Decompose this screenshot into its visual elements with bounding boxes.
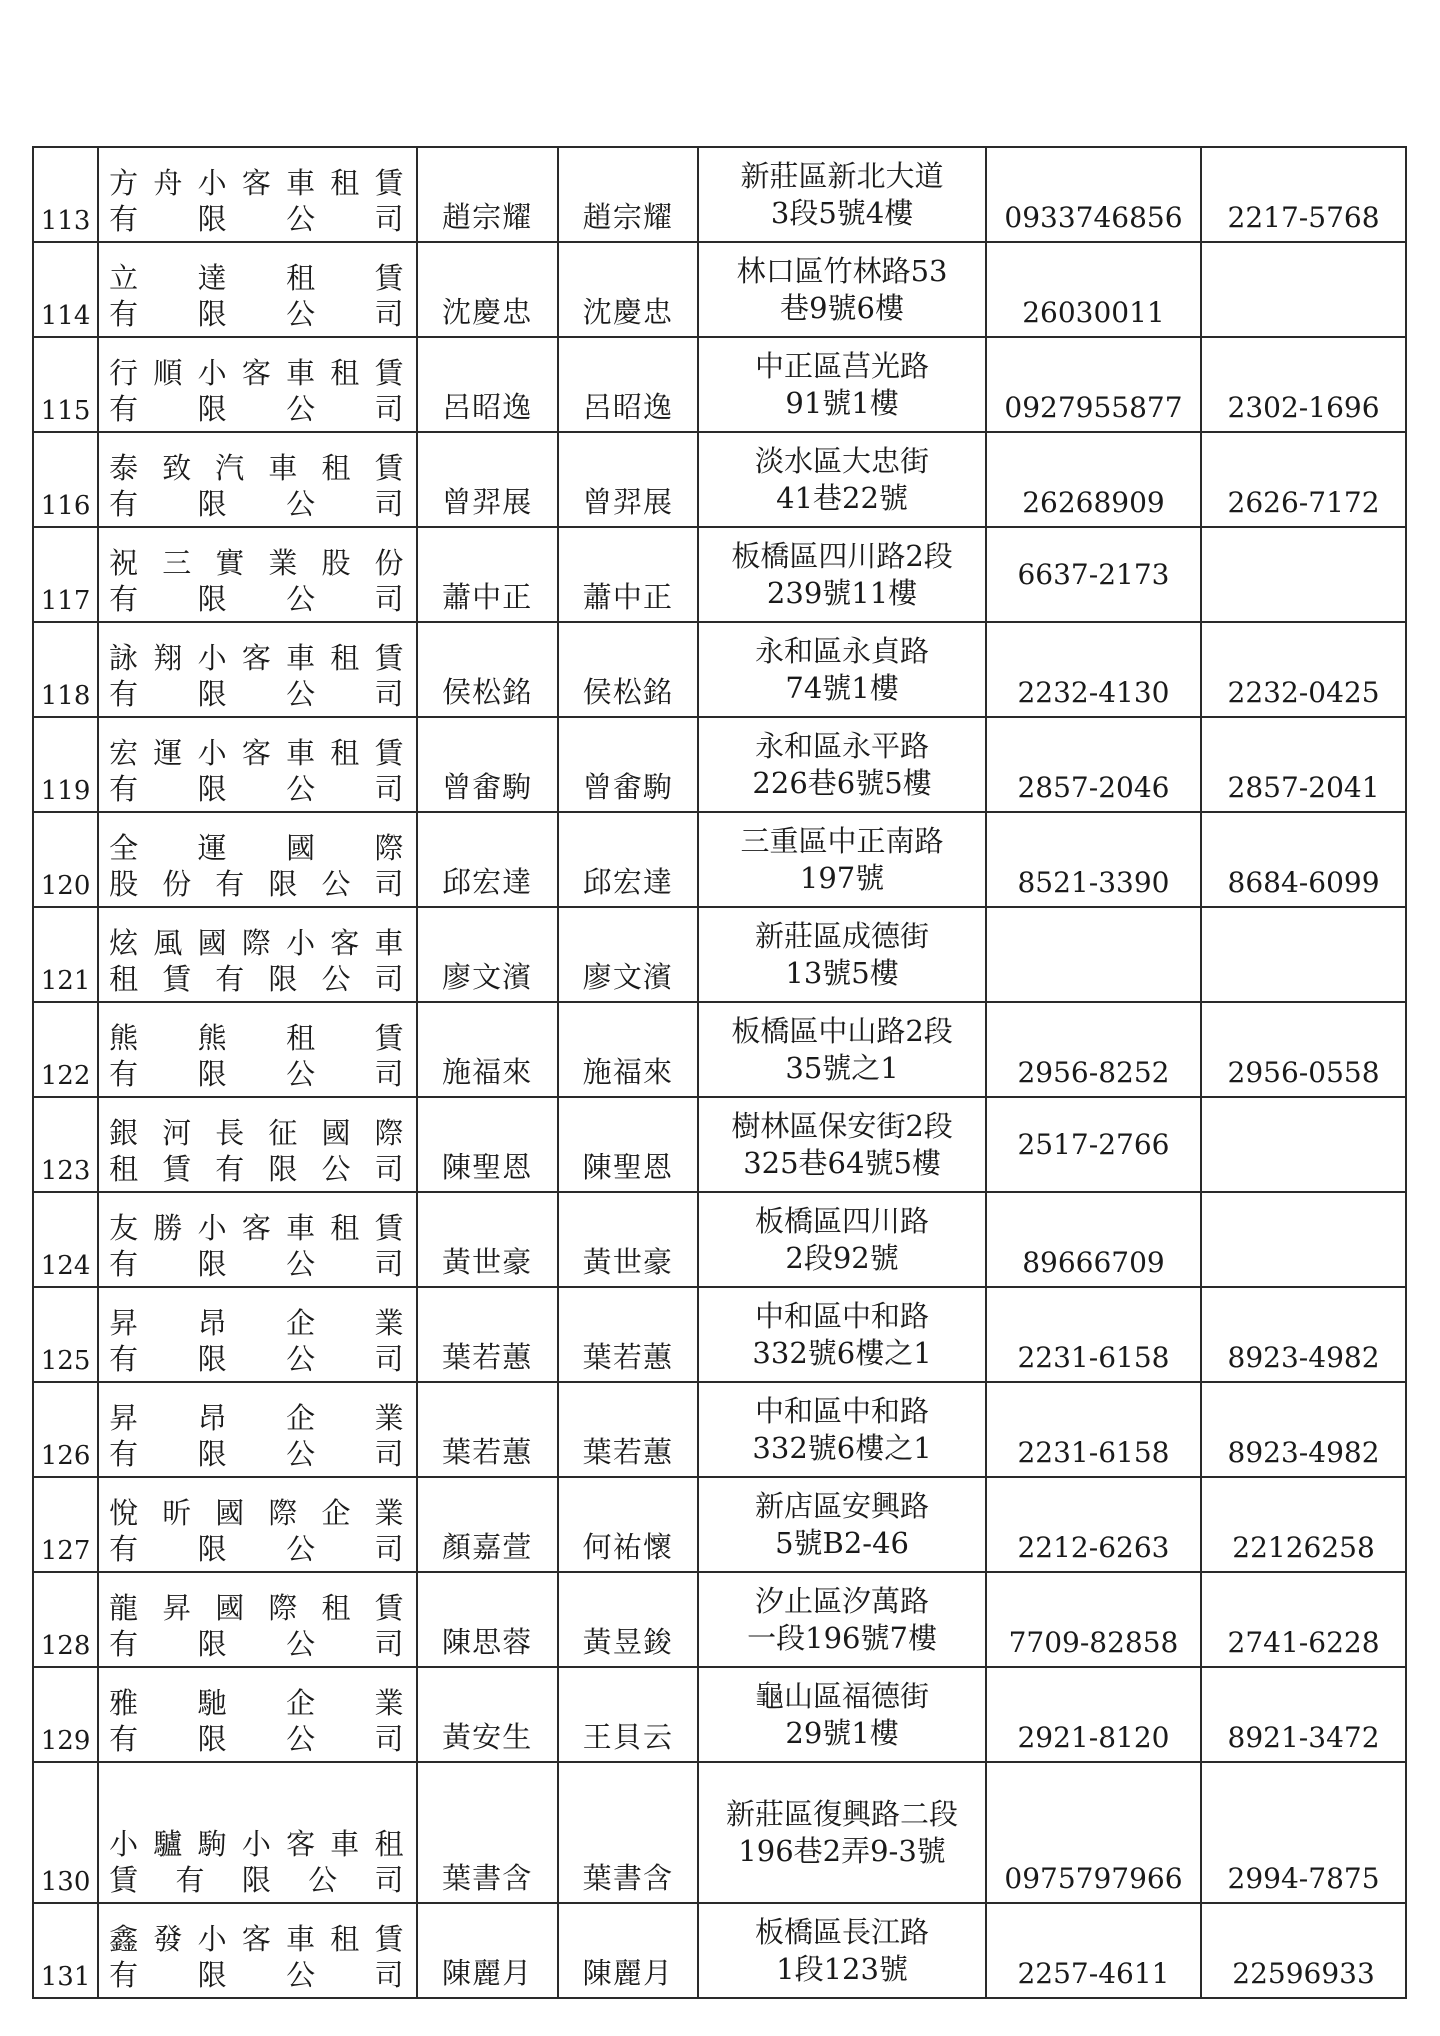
company-name-cell [98,717,417,812]
company-name-cell [98,812,417,907]
manager-name: 曾畬駒 [558,717,699,812]
phone-primary: 2956-8252 [986,1002,1201,1097]
manager-name: 王貝云 [558,1667,699,1762]
owner-name: 曾羿展 [417,432,558,527]
company-name-line: 熊熊租賃 [109,1020,406,1055]
address-cell [698,622,986,717]
table-row [33,1667,1406,1762]
row-number: 116 [33,432,98,527]
owner-name: 曾畬駒 [417,717,558,812]
company-name-line: 有限公司 [109,1056,406,1091]
row-number: 114 [33,242,98,337]
owner-name: 葉若蕙 [417,1382,558,1477]
phone-primary: 0927955877 [986,337,1201,432]
address-line: 新莊區新北大道 [740,159,944,194]
company-name-cell [98,432,417,527]
phone-secondary: 22596933 [1201,1903,1406,1998]
company-name-line: 有限公司 [109,201,406,236]
address-line: 中和區中和路 [755,1394,930,1429]
rental-company-table [32,146,1407,1999]
address-line: 2段92號 [785,1240,899,1275]
manager-name: 蕭中正 [558,527,699,622]
table-row [33,1477,1406,1572]
company-name-cell [98,622,417,717]
phone-primary: 89666709 [986,1192,1201,1287]
company-name-line: 詠翔小客車租賃 [109,640,406,675]
company-name-cell [98,147,417,242]
address-cell [698,717,986,812]
company-name-line: 鑫發小客車租賃 [109,1921,406,1956]
manager-name: 侯松銘 [558,622,699,717]
address-cell [698,147,986,242]
row-number: 115 [33,337,98,432]
company-name-cell [98,907,417,1002]
manager-name: 葉若蕙 [558,1382,699,1477]
table-row [33,622,1406,717]
company-name-cell [98,1903,417,1998]
row-number: 128 [33,1572,98,1667]
company-name-cell [98,1287,417,1382]
address-line: 永和區永平路 [755,729,930,764]
phone-primary: 6637-2173 [986,527,1201,622]
address-line: 74號1樓 [785,670,899,705]
phone-primary: 8521-3390 [986,812,1201,907]
company-name-line: 悅昕國際企業 [109,1495,406,1530]
row-number: 125 [33,1287,98,1382]
table-row [33,907,1406,1002]
owner-name: 蕭中正 [417,527,558,622]
company-name-line: 立達租賃 [109,260,406,295]
address-line: 239號11樓 [766,575,918,610]
address-cell [698,1903,986,1998]
owner-name: 沈慶忠 [417,242,558,337]
address-line: 三重區中正南路 [740,824,944,859]
company-name-line: 龍昇國際租賃 [109,1590,406,1625]
row-number: 126 [33,1382,98,1477]
company-name-line: 宏運小客車租賃 [109,735,406,770]
phone-secondary: 8684-6099 [1201,812,1406,907]
address-line: 板橋區中山路2段 [731,1014,953,1049]
company-name-line: 全運國際 [109,830,406,865]
table-row [33,1002,1406,1097]
row-number: 118 [33,622,98,717]
address-line: 林口區竹林路53 [736,254,948,289]
table-row [33,1382,1406,1477]
row-number: 120 [33,812,98,907]
table-row [33,527,1406,622]
owner-name: 陳麗月 [417,1903,558,1998]
phone-secondary: 2994-7875 [1201,1762,1406,1903]
address-line: 汐止區汐萬路 [755,1584,930,1619]
owner-name: 侯松銘 [417,622,558,717]
manager-name: 呂昭逸 [558,337,699,432]
owner-name: 陳聖恩 [417,1097,558,1192]
address-line: 板橋區長江路 [755,1915,930,1950]
row-number: 122 [33,1002,98,1097]
company-name-cell [98,1572,417,1667]
phone-secondary: 2302-1696 [1201,337,1406,432]
manager-name: 廖文濱 [558,907,699,1002]
row-number: 121 [33,907,98,1002]
table-row [33,1903,1406,1998]
address-cell [698,812,986,907]
phone-primary: 2232-4130 [986,622,1201,717]
owner-name: 廖文濱 [417,907,558,1002]
company-name-line: 炫風國際小客車 [109,925,406,960]
company-name-line: 賃有限公司 [109,1862,406,1897]
phone-primary: 0975797966 [986,1762,1201,1903]
address-line: 永和區永貞路 [755,634,930,669]
address-line: 332號6樓之1 [752,1430,932,1465]
address-line: 中正區莒光路 [755,349,930,384]
address-cell [698,1097,986,1192]
address-cell [698,1002,986,1097]
company-name-line: 有限公司 [109,1721,406,1756]
company-name-line: 有限公司 [109,581,406,616]
manager-name: 葉若蕙 [558,1287,699,1382]
phone-primary: 2257-4611 [986,1903,1201,1998]
owner-name: 顏嘉萱 [417,1477,558,1572]
address-line: 226巷6號5樓 [752,765,932,800]
company-name-line: 有限公司 [109,1246,406,1281]
manager-name: 黃昱鋑 [558,1572,699,1667]
address-line: 一段196號7樓 [747,1620,937,1655]
phone-primary: 2212-6263 [986,1477,1201,1572]
company-name-line: 行順小客車租賃 [109,355,406,390]
company-name-cell [98,527,417,622]
manager-name: 曾羿展 [558,432,699,527]
manager-name: 施福來 [558,1002,699,1097]
company-name-line: 有限公司 [109,771,406,806]
manager-name: 陳聖恩 [558,1097,699,1192]
manager-name: 沈慶忠 [558,242,699,337]
phone-primary: 2231-6158 [986,1382,1201,1477]
address-line: 中和區中和路 [755,1299,930,1334]
address-line: 332號6樓之1 [752,1335,932,1370]
phone-secondary: 2217-5768 [1201,147,1406,242]
address-line: 3段5號4樓 [770,195,914,230]
phone-secondary: 22126258 [1201,1477,1406,1572]
table-row [33,1097,1406,1192]
company-name-cell [98,337,417,432]
owner-name: 呂昭逸 [417,337,558,432]
owner-name: 黃安生 [417,1667,558,1762]
company-name-cell [98,242,417,337]
company-name-line: 友勝小客車租賃 [109,1210,406,1245]
table-row [33,717,1406,812]
registry-sheet [32,146,1407,1999]
company-name-line: 租賃有限公司 [109,1151,406,1186]
address-cell [698,1762,986,1903]
company-name-line: 有限公司 [109,1531,406,1566]
phone-secondary: 2857-2041 [1201,717,1406,812]
manager-name: 邱宏達 [558,812,699,907]
table-body [33,147,1406,1998]
company-name-line: 有限公司 [109,1626,406,1661]
row-number: 129 [33,1667,98,1762]
company-name-cell [98,1762,417,1903]
table-row [33,1762,1406,1903]
address-cell [698,1192,986,1287]
address-line: 29號1樓 [785,1715,899,1750]
company-name-line: 有限公司 [109,676,406,711]
phone-secondary [1201,907,1406,1002]
phone-secondary: 2956-0558 [1201,1002,1406,1097]
company-name-cell [98,1002,417,1097]
address-line: 197號 [799,860,885,895]
address-cell [698,1572,986,1667]
row-number: 124 [33,1192,98,1287]
phone-primary: 26030011 [986,242,1201,337]
phone-secondary: 8921-3472 [1201,1667,1406,1762]
table-row [33,147,1406,242]
phone-primary: 26268909 [986,432,1201,527]
row-number: 131 [33,1903,98,1998]
row-number: 119 [33,717,98,812]
phone-primary: 2921-8120 [986,1667,1201,1762]
company-name-line: 有限公司 [109,1436,406,1471]
address-line: 新莊區成德街 [755,919,930,954]
phone-primary: 0933746856 [986,147,1201,242]
owner-name: 黃世豪 [417,1192,558,1287]
address-cell [698,527,986,622]
address-cell [698,337,986,432]
address-line: 龜山區福德街 [755,1679,930,1714]
company-name-line: 有限公司 [109,391,406,426]
address-line: 13號5樓 [785,955,899,990]
manager-name: 黃世豪 [558,1192,699,1287]
owner-name: 施福來 [417,1002,558,1097]
address-line: 5號B2-46 [775,1525,910,1560]
phone-primary: 2517-2766 [986,1097,1201,1192]
address-line: 196巷2弄9-3號 [738,1833,946,1868]
address-cell [698,907,986,1002]
company-name-cell [98,1192,417,1287]
owner-name: 邱宏達 [417,812,558,907]
phone-secondary [1201,1097,1406,1192]
manager-name: 陳麗月 [558,1903,699,1998]
phone-primary [986,907,1201,1002]
address-line: 新莊區復興路二段 [726,1797,959,1832]
address-line: 325巷64號5樓 [743,1145,941,1180]
table-row [33,1192,1406,1287]
phone-secondary: 2232-0425 [1201,622,1406,717]
address-line: 板橋區四川路 [755,1204,930,1239]
company-name-line: 有限公司 [109,486,406,521]
phone-secondary: 8923-4982 [1201,1382,1406,1477]
company-name-cell [98,1477,417,1572]
row-number: 127 [33,1477,98,1572]
company-name-cell [98,1097,417,1192]
company-name-line: 有限公司 [109,1957,406,1992]
address-line: 樹林區保安街2段 [731,1109,953,1144]
company-name-line: 股份有限公司 [109,866,406,901]
address-line: 41巷22號 [776,480,908,515]
company-name-line: 有限公司 [109,1341,406,1376]
row-number: 117 [33,527,98,622]
owner-name: 陳思蓉 [417,1572,558,1667]
company-name-line: 小驢駒小客車租 [109,1826,406,1861]
manager-name: 趙宗耀 [558,147,699,242]
company-name-line: 方舟小客車租賃 [109,165,406,200]
company-name-line: 祝三實業股份 [109,545,406,580]
phone-secondary: 8923-4982 [1201,1287,1406,1382]
company-name-cell [98,1667,417,1762]
address-cell [698,242,986,337]
address-line: 1段123號 [776,1951,908,1986]
address-line: 35號之1 [785,1050,899,1085]
address-line: 91號1樓 [785,385,899,420]
manager-name: 葉書含 [558,1762,699,1903]
table-row [33,432,1406,527]
company-name-line: 有限公司 [109,296,406,331]
table-row [33,337,1406,432]
phone-primary: 2857-2046 [986,717,1201,812]
address-cell [698,1477,986,1572]
manager-name: 何祐懷 [558,1477,699,1572]
owner-name: 趙宗耀 [417,147,558,242]
address-cell [698,432,986,527]
company-name-line: 泰致汽車租賃 [109,450,406,485]
phone-primary: 2231-6158 [986,1287,1201,1382]
address-line: 新店區安興路 [755,1489,930,1524]
company-name-line: 租賃有限公司 [109,961,406,996]
phone-secondary [1201,1192,1406,1287]
row-number: 130 [33,1762,98,1903]
address-line: 淡水區大忠街 [755,444,930,479]
phone-secondary [1201,527,1406,622]
phone-secondary [1201,242,1406,337]
table-row [33,812,1406,907]
company-name-line: 雅馳企業 [109,1685,406,1720]
company-name-line: 昇昂企業 [109,1400,406,1435]
phone-secondary: 2626-7172 [1201,432,1406,527]
company-name-cell [98,1382,417,1477]
address-cell [698,1667,986,1762]
phone-secondary: 2741-6228 [1201,1572,1406,1667]
table-row [33,1287,1406,1382]
table-row [33,1572,1406,1667]
address-line: 巷9號6樓 [780,290,905,325]
company-name-line: 銀河長征國際 [109,1115,406,1150]
address-line: 板橋區四川路2段 [731,539,953,574]
row-number: 113 [33,147,98,242]
owner-name: 葉書含 [417,1762,558,1903]
row-number: 123 [33,1097,98,1192]
owner-name: 葉若蕙 [417,1287,558,1382]
company-name-line: 昇昂企業 [109,1305,406,1340]
address-cell [698,1382,986,1477]
table-row [33,242,1406,337]
address-cell [698,1287,986,1382]
phone-primary: 7709-82858 [986,1572,1201,1667]
